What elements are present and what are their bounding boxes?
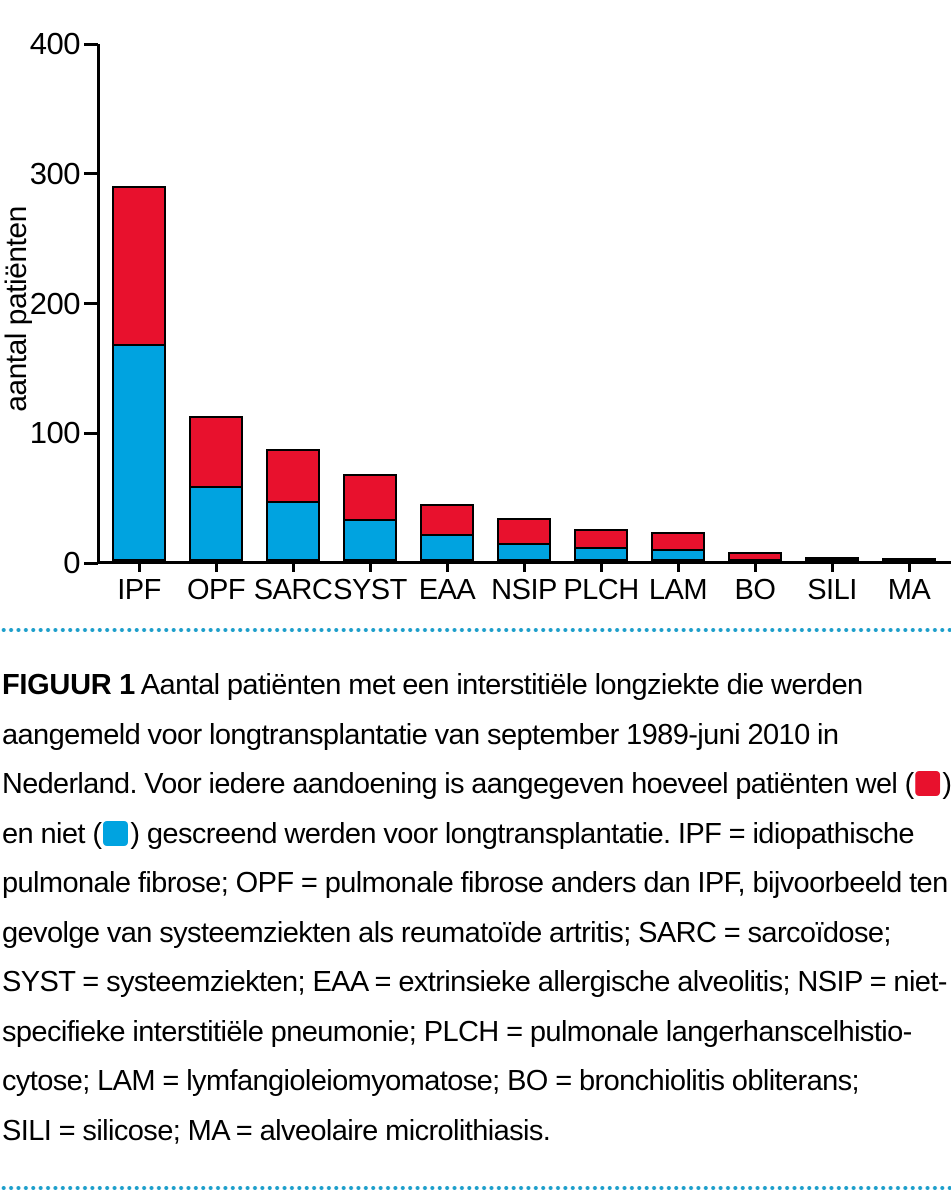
y-tick-label: 200 [29,285,80,321]
bar-ipf [112,186,166,561]
category-label-eaa: EAA [418,574,476,606]
caption-line [2,711,951,761]
caption-line [2,1107,951,1157]
legend-swatch-screened-icon [916,771,941,796]
caption-line [2,760,951,810]
caption-text: pulmonale fibrose; OPF = pulmonale fibrose anders dan IPF, bijvoorbeeld ten [2,867,948,899]
bar-segment-screened [191,418,241,488]
bar-lam [651,532,705,561]
caption-text: specifieke interstitiële pneumonie; PLCH = pulmonale langerhanscelhistio- [2,1015,912,1048]
category-label-nsip: NSIP [491,574,557,606]
bar-opf [189,416,243,561]
x-tick-mark [446,563,449,572]
category-label-ipf: IPF [117,574,161,606]
caption-text: ) [942,768,951,800]
x-tick-mark [292,563,295,572]
caption-figure-label: FIGUUR 1 [2,669,135,701]
bar-segment-screened [345,476,395,521]
x-tick-mark [831,563,834,572]
x-tick-mark [908,563,911,572]
caption-text: SYST = systeemziekten; EAA = extrinsieke allergische alveolitis; NSIP = niet- [2,966,947,998]
x-tick-mark [369,563,372,572]
y-tick-mark [84,432,98,435]
x-tick-mark [215,563,218,572]
category-label-lam: LAM [648,574,708,606]
bar-sarc [266,449,320,561]
category-label-sili: SILI [807,574,857,606]
y-tick-label: 100 [29,415,80,451]
caption-line [2,859,951,909]
x-tick-mark [523,563,526,572]
y-tick-mark [84,562,98,565]
figure-caption [2,661,951,1156]
x-tick-mark [138,563,141,572]
caption-line [2,909,951,959]
bar-segment-screened [422,506,472,536]
bar-syst [343,474,397,561]
y-tick-label: 300 [29,155,80,191]
dotted-divider-top [0,627,951,633]
caption-line [2,1057,951,1107]
bar-segment-screened [576,531,626,549]
bar-segment-screened [114,188,164,346]
caption-text: cytose; LAM = lymfangioleiomyomatose; BO = bronchiolitis obliterans; [2,1065,859,1097]
bar-segment-screened [499,520,549,545]
x-tick-mark [600,563,603,572]
y-tick-mark [84,43,98,46]
category-label-ma: MA [887,574,931,606]
y-tick-mark [84,302,98,305]
bar-plch [574,529,628,561]
caption-line [2,810,951,860]
caption-line [2,958,951,1008]
caption-text: SILI = silicose; MA = alveolaire microlithiasis. [2,1114,551,1147]
caption-text: en niet ( [2,817,102,850]
bar-segment-screened [268,451,318,503]
bar-bo [728,552,782,561]
caption-text: Aantal patiënten met een interstitiële longziekte die werden [134,669,863,701]
y-tick-mark [84,172,98,175]
dotted-divider-bottom [0,1185,951,1191]
category-label-syst: SYST [333,574,407,606]
category-label-opf: OPF [186,574,246,606]
caption-text: gevolge van systeemziekten als reumatoïde artritis; SARC = sarcoïdose; [2,916,891,949]
caption-line [2,1008,951,1058]
bar-segment-screened [653,534,703,551]
bar-eaa [420,504,474,561]
legend-swatch-not-screened-icon [103,821,128,846]
bar-nsip [497,518,551,561]
bar-ma [882,558,936,562]
caption-text: aangemeld voor longtransplantatie van september 1989-juni 2010 in [2,718,839,751]
caption-text: ) gescreend werden voor longtransplantatie. IPF = idiopathische [130,817,914,850]
x-tick-mark [677,563,680,572]
bar-sili [805,557,859,561]
x-tick-mark [754,563,757,572]
y-axis-title: aantal patiënten [0,206,33,412]
category-label-sarc: SARC [253,574,333,606]
category-label-plch: PLCH [563,574,639,606]
y-tick-label: 400 [29,26,80,61]
category-label-bo: BO [734,574,776,606]
y-tick-label: 0 [63,545,80,580]
caption-text: Nederland. Voor iedere aandoening is aangegeven hoeveel patiënten wel ( [2,768,914,800]
caption-line [2,661,951,711]
